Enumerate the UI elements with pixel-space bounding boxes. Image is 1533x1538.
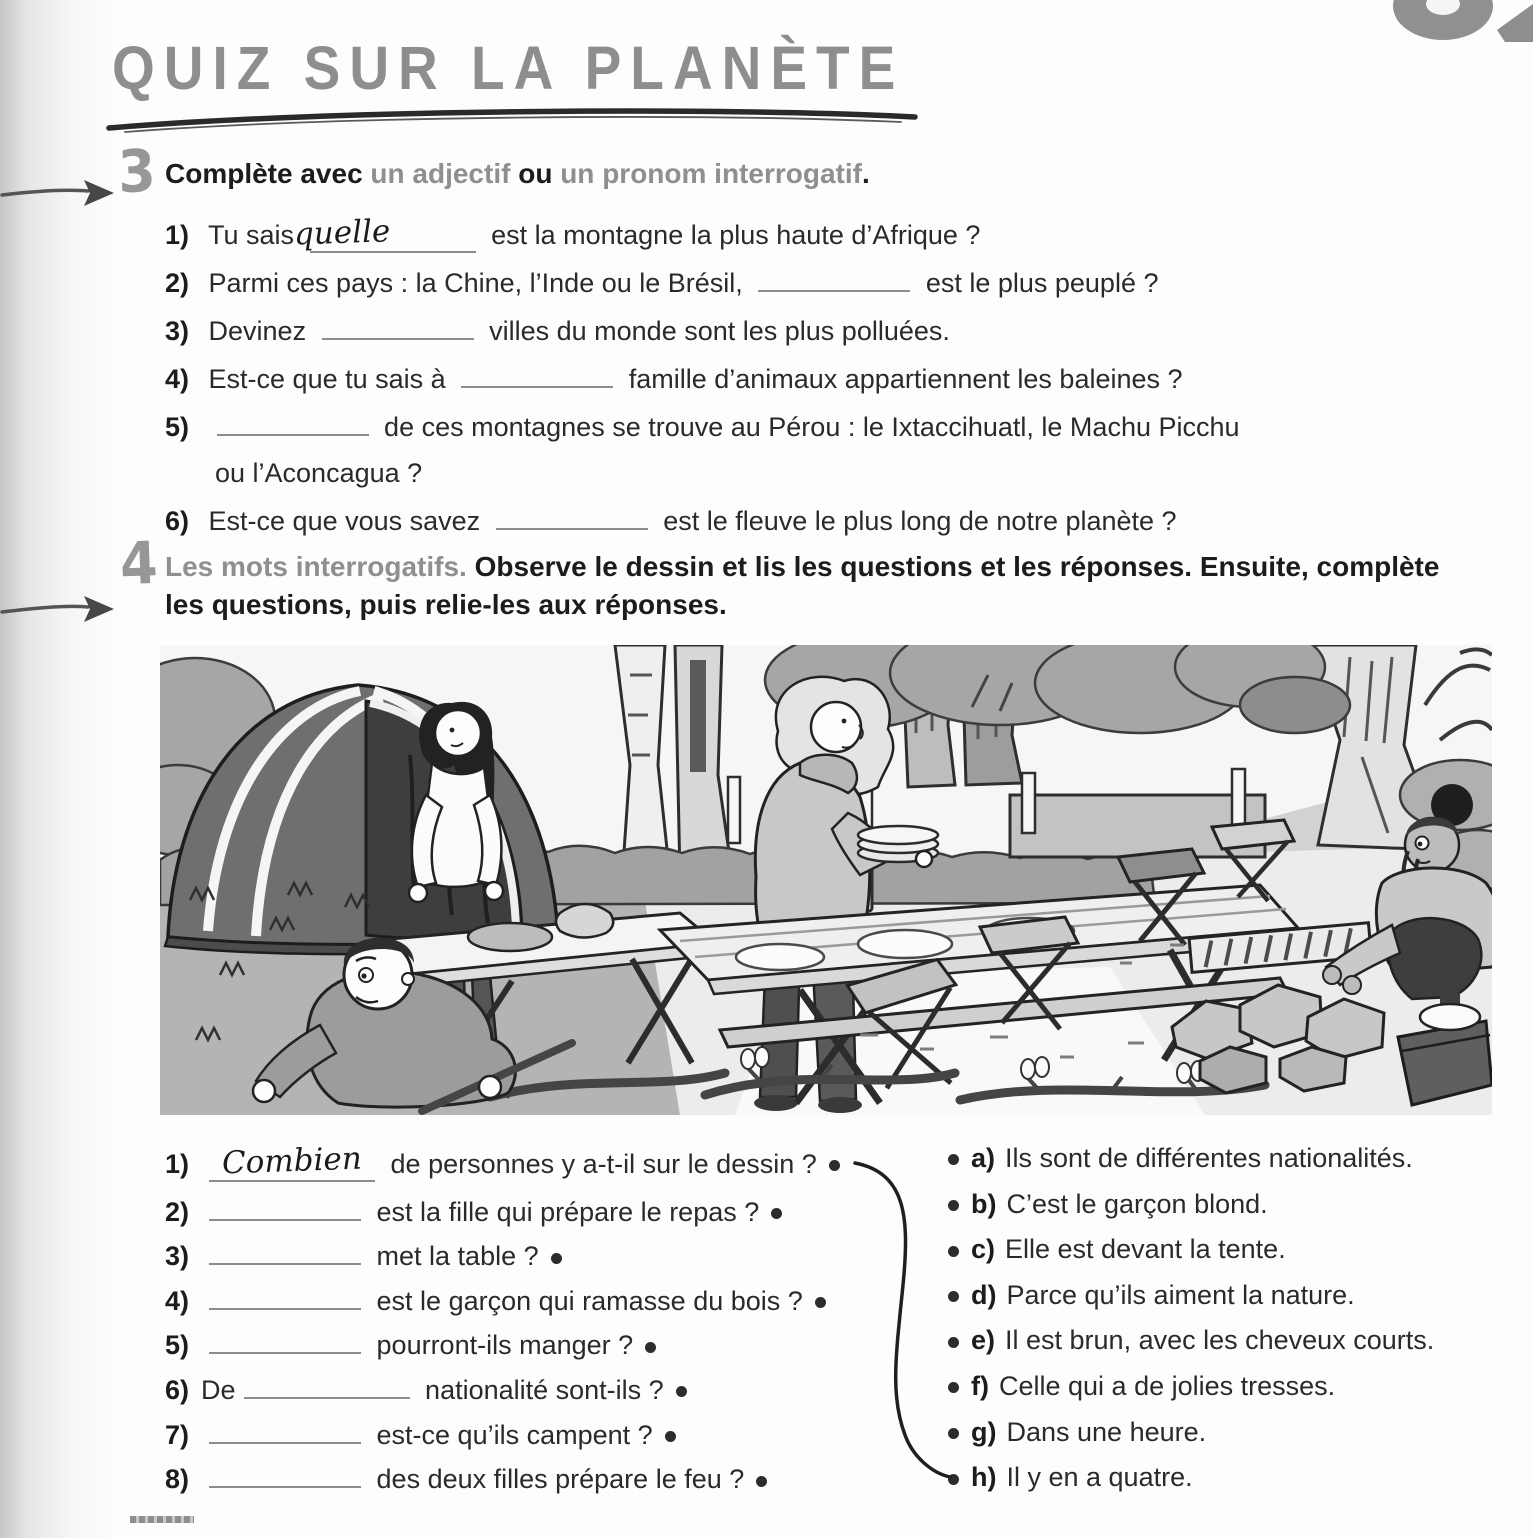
item-number: 2)	[165, 268, 190, 298]
exercise-item	[165, 212, 1405, 258]
question-number: 6)	[165, 1374, 190, 1405]
answer-blank[interactable]	[209, 1140, 375, 1182]
question-number: 7)	[165, 1419, 190, 1450]
match-dot[interactable]	[756, 1476, 767, 1487]
exercise4-number: 4	[118, 528, 159, 599]
answer-letter: h)	[971, 1462, 997, 1493]
answer-letter: d)	[971, 1279, 997, 1310]
exercise-item	[165, 354, 1405, 402]
answer-row	[948, 1364, 1434, 1410]
answer-text: Dans une heure.	[1006, 1416, 1207, 1447]
question-row	[165, 1454, 840, 1499]
match-dot[interactable]	[665, 1431, 676, 1442]
answer-text: Celle qui a de jolies tresses.	[998, 1370, 1336, 1401]
item-text: villes du monde sont les plus polluées.	[489, 316, 950, 346]
answer-blank[interactable]	[217, 402, 369, 436]
instruction-text: Observe le dessin et lis les questions et les réponses. Ensuite, complète les questions, puis relie-les aux réponses.	[165, 551, 1440, 620]
answer-letter: b)	[971, 1188, 997, 1219]
page-corner-fragment	[1393, 0, 1533, 48]
answer-blank[interactable]	[322, 306, 474, 340]
handwritten-answer: quelle	[293, 213, 392, 253]
answer-row	[948, 1273, 1434, 1319]
question-text: des deux filles prépare le feu ?	[376, 1464, 745, 1495]
instruction-text: Les mots interrogatifs.	[165, 551, 475, 582]
answer-row	[948, 1318, 1434, 1364]
question-number: 5)	[165, 1330, 190, 1361]
item-number: 6)	[165, 506, 190, 536]
exercise-item	[165, 306, 1405, 354]
question-text: met la table ?	[376, 1241, 539, 1272]
camping-scene-illustration	[160, 645, 1492, 1115]
item-text: de ces montagnes se trouve au Pérou : le Ixtaccihuatl, le Machu Picchu	[384, 412, 1240, 442]
answer-blank[interactable]	[758, 258, 910, 292]
answer-blank[interactable]	[209, 1231, 361, 1265]
answer-blank[interactable]	[293, 213, 476, 253]
answer-text: Il est brun, avec les cheveux courts.	[1005, 1325, 1435, 1356]
exercise-item	[165, 258, 1405, 306]
exercise-item	[165, 402, 1405, 496]
match-dot[interactable]	[645, 1342, 656, 1353]
answer-text: Ils sont de différentes nationalités.	[1005, 1143, 1413, 1173]
item-text: Tu sais	[208, 220, 295, 250]
exercise3-items	[165, 212, 1405, 544]
item-text: est le fleuve le plus long de notre planète ?	[663, 506, 1177, 536]
question-row	[165, 1231, 840, 1276]
question-row	[165, 1276, 840, 1321]
answer-blank[interactable]	[209, 1187, 361, 1221]
exercise3-number: 3	[116, 136, 157, 207]
question-text: est la fille qui prépare le repas ?	[376, 1196, 760, 1227]
question-row	[165, 1142, 840, 1187]
answer-blank[interactable]	[244, 1365, 410, 1399]
question-number: 8)	[165, 1464, 190, 1495]
question-number: 2)	[165, 1196, 190, 1227]
item-text: famille d’animaux appartiennent les baleines ?	[628, 364, 1183, 394]
question-text: nationalité sont-ils ?	[425, 1374, 664, 1405]
exercise4-instruction	[165, 548, 1465, 624]
item-text: ou l’Aconcagua ?	[215, 458, 423, 488]
title-underline	[95, 100, 930, 142]
item-text: Devinez	[208, 316, 307, 346]
answer-blank[interactable]	[461, 354, 613, 388]
instruction-text: Complète avec	[165, 158, 371, 189]
arrow-icon	[0, 172, 118, 214]
item-text: Parmi ces pays : la Chine, l’Inde ou le Brésil,	[208, 268, 743, 298]
item-text: Est-ce que vous savez	[208, 506, 481, 536]
answer-blank[interactable]	[209, 1320, 361, 1354]
instruction-text: un pronom interrogatif	[560, 158, 862, 189]
question-row	[165, 1187, 840, 1232]
exercise-item	[165, 496, 1405, 544]
answer-row	[948, 1227, 1434, 1273]
answer-text: Parce qu’ils aiment la nature.	[1006, 1279, 1355, 1310]
instruction-text: ou	[510, 158, 561, 189]
instruction-text: .	[861, 158, 870, 189]
answer-text: Elle est devant la tente.	[1005, 1234, 1286, 1265]
item-number: 1)	[165, 220, 190, 250]
answer-row	[948, 1136, 1434, 1182]
instruction-text: un adjectif	[370, 158, 511, 189]
match-dot[interactable]	[771, 1208, 782, 1219]
question-text: de personnes y a-t-il sur le dessin ?	[390, 1149, 817, 1179]
question-text: pourront-ils manger ?	[376, 1330, 634, 1361]
drawn-match-line-1-h	[810, 1140, 1010, 1500]
question-text: De	[201, 1374, 236, 1405]
item-number: 3)	[165, 316, 190, 346]
answer-text: Il y en a quatre.	[1006, 1462, 1193, 1493]
answer-text: C’est le garçon blond.	[1006, 1188, 1268, 1219]
answer-blank[interactable]	[209, 1410, 361, 1444]
answer-row	[948, 1455, 1434, 1501]
exercise4-questions	[165, 1142, 840, 1499]
answer-row	[948, 1182, 1434, 1228]
next-exercise-mark	[130, 1516, 194, 1523]
question-number: 4)	[165, 1285, 190, 1316]
answer-blank[interactable]	[209, 1276, 361, 1310]
page-title: QUIZ SUR LA PLANÈTE	[112, 33, 905, 103]
exercise4-answers	[948, 1136, 1434, 1501]
question-number: 1)	[165, 1149, 190, 1179]
question-row	[165, 1365, 840, 1410]
answer-letter: f)	[971, 1370, 989, 1401]
answer-row	[948, 1410, 1434, 1456]
item-text: Est-ce que tu sais à	[208, 364, 446, 394]
answer-letter: c)	[971, 1234, 996, 1265]
answer-letter: e)	[971, 1325, 996, 1356]
arrow-icon	[0, 588, 118, 630]
item-number: 5)	[165, 412, 190, 442]
answer-letter: a)	[971, 1143, 996, 1173]
handwritten-answer: Combien	[221, 1140, 363, 1182]
question-text: est le garçon qui ramasse du bois ?	[376, 1285, 803, 1316]
item-text: est le plus peuplé ?	[925, 268, 1159, 298]
match-dot[interactable]	[676, 1386, 687, 1397]
item-text: est la montagne la plus haute d’Afrique ?	[491, 220, 981, 250]
answer-letter: g)	[971, 1416, 997, 1447]
question-text: est-ce qu’ils campent ?	[376, 1419, 653, 1450]
exercise3-instruction	[165, 155, 1415, 193]
question-row	[165, 1410, 840, 1455]
answer-blank[interactable]	[496, 496, 648, 530]
answer-blank[interactable]	[209, 1454, 361, 1488]
question-row	[165, 1320, 840, 1365]
question-number: 3)	[165, 1241, 190, 1272]
match-dot[interactable]	[551, 1253, 562, 1264]
item-number: 4)	[165, 364, 190, 394]
